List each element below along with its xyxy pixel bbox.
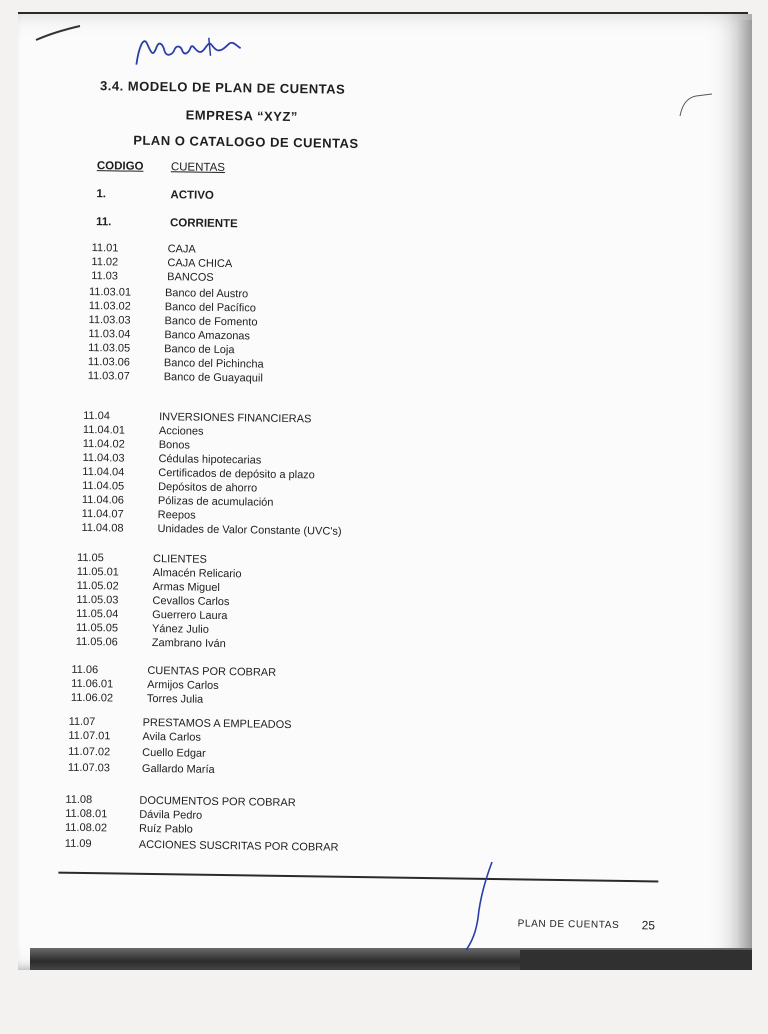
account-code: 11.05.03	[76, 594, 118, 607]
account-name: CAJA CHICA	[167, 257, 232, 270]
page-number: 25	[642, 918, 656, 932]
account-code: 11.04.02	[83, 438, 125, 451]
account-name: Yánez Julio	[152, 623, 209, 636]
account-code: 11.02	[91, 256, 118, 268]
account-name: Zambrano Iván	[152, 637, 226, 650]
account-name: Certificados de depósito a plazo	[158, 467, 315, 481]
account-code: 11.05	[77, 552, 104, 564]
account-name: Reepos	[158, 509, 196, 522]
account-code: 11.09	[65, 838, 92, 850]
account-name: DOCUMENTOS POR COBRAR	[139, 795, 295, 809]
account-name: Cuello Edgar	[142, 747, 206, 760]
account-name: CUENTAS POR COBRAR	[147, 665, 276, 679]
account-code: 11.05.02	[77, 580, 119, 593]
account-name: Gallardo María	[142, 763, 215, 776]
account-name: PRESTAMOS A EMPLEADOS	[143, 717, 292, 731]
account-code: 11.07	[69, 716, 96, 728]
account-code: 11.04.01	[83, 424, 125, 437]
account-name: Dávila Pedro	[139, 809, 202, 822]
account-name: CAJA	[168, 243, 196, 255]
account-name: Pólizas de acumulación	[158, 495, 274, 509]
account-code: 11.06	[71, 664, 98, 676]
account-name: Bonos	[159, 439, 190, 451]
account-name: CLIENTES	[153, 553, 207, 566]
account-code: 1.	[96, 188, 106, 200]
section-title: 3.4. MODELO DE PLAN DE CUENTAS	[100, 78, 345, 97]
account-name: Cevallos Carlos	[152, 595, 229, 608]
account-name: Acciones	[159, 425, 204, 438]
account-name: Cédulas hipotecarias	[158, 453, 261, 467]
account-name: Guerrero Laura	[152, 609, 227, 622]
account-code: 11.05.04	[76, 608, 118, 621]
account-code: 11.04	[83, 410, 110, 422]
account-code: 11.06.02	[71, 692, 113, 705]
account-name: BANCOS	[167, 271, 214, 284]
account-code: 11.05.01	[77, 566, 119, 579]
account-name: Depósitos de ahorro	[158, 481, 257, 494]
account-code: 11.05.05	[76, 622, 118, 635]
account-code: 11.03.01	[89, 286, 131, 299]
column-header-accounts: CUENTAS	[171, 161, 225, 174]
account-code: 11.04.03	[82, 452, 124, 465]
account-name: Armas Miguel	[153, 581, 220, 594]
column-header-code: CODIGO	[97, 160, 144, 173]
account-name: Banco del Austro	[165, 287, 248, 300]
account-code: 11.03.06	[88, 356, 130, 369]
account-code: 11.04.07	[82, 508, 124, 521]
account-name: INVERSIONES FINANCIERAS	[159, 411, 311, 425]
account-name: Torres Julia	[147, 693, 203, 706]
account-code: 11.03.03	[88, 314, 130, 327]
account-name: Ruíz Pablo	[139, 823, 193, 836]
account-code: 11.08.02	[65, 822, 107, 835]
account-name: ACTIVO	[170, 189, 214, 202]
account-name: Avila Carlos	[142, 731, 201, 744]
account-code: 11.08.01	[65, 808, 107, 821]
account-name: ACCIONES SUSCRITAS POR COBRAR	[139, 839, 339, 854]
account-name: Banco del Pacífico	[165, 301, 256, 314]
account-code: 11.03.04	[88, 328, 130, 341]
catalog-title: PLAN O CATALOGO DE CUENTAS	[133, 133, 359, 151]
account-code: 11.07.02	[68, 746, 110, 759]
account-code: 11.07.01	[68, 730, 110, 743]
account-code: 11.	[96, 216, 112, 228]
account-code: 11.04.06	[82, 494, 124, 507]
account-code: 11.03.05	[88, 342, 130, 355]
account-code: 11.04.05	[82, 480, 124, 493]
corner-fold-mark	[676, 92, 716, 118]
account-name: Banco de Fomento	[164, 315, 257, 328]
account-name: Banco de Guayaquil	[164, 371, 263, 384]
account-name: Almacén Relicario	[153, 567, 242, 580]
account-code: 11.04.08	[81, 522, 123, 535]
account-name: Banco del Pichincha	[164, 357, 264, 370]
account-code: 11.08	[65, 794, 92, 806]
account-code: 11.03.07	[88, 370, 130, 383]
account-code: 11.03.02	[89, 300, 131, 313]
pen-stroke-mark	[458, 858, 506, 954]
account-code: 11.01	[92, 242, 119, 254]
account-code: 11.03	[91, 270, 118, 282]
account-code: 11.05.06	[76, 636, 118, 649]
account-name: CORRIENTE	[170, 217, 238, 230]
account-name: Banco de Loja	[164, 343, 235, 356]
company-name: EMPRESA “XYZ”	[186, 107, 298, 124]
account-name: Unidades de Valor Constante (UVC's)	[157, 523, 341, 538]
account-code: 11.06.01	[71, 678, 113, 691]
account-code: 11.04.04	[82, 466, 124, 479]
account-name: Banco Amazonas	[164, 329, 250, 342]
account-name: Armijos Carlos	[147, 679, 219, 692]
footer-label: PLAN DE CUENTAS	[518, 918, 620, 931]
account-code: 11.07.03	[68, 762, 110, 775]
